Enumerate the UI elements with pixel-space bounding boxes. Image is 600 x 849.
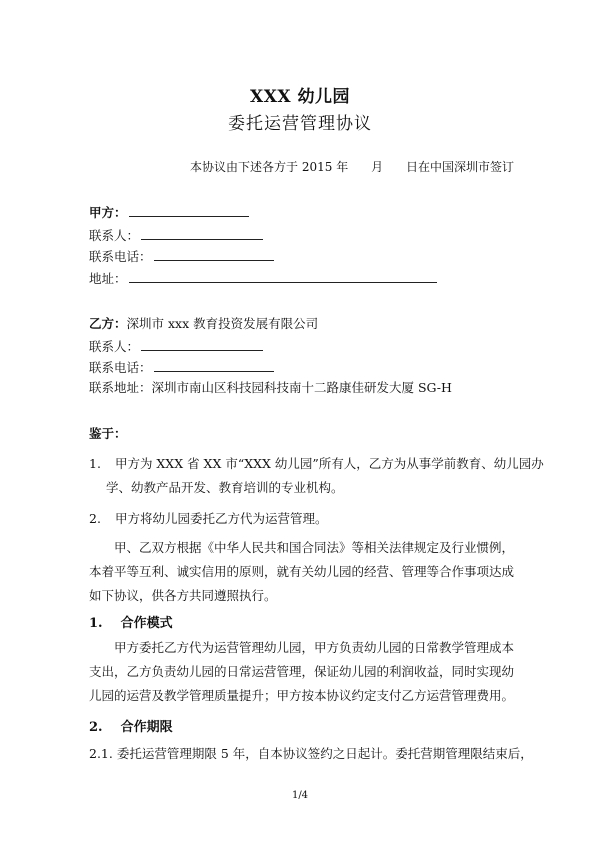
party-b-address-row bbox=[89, 380, 452, 396]
whereas-heading: 鉴于： bbox=[89, 426, 127, 441]
whereas-item-1-text-2: 学、幼教产品开发、教育培训的专业机构。 bbox=[106, 480, 344, 495]
section-1-paragraph: 甲方委托乙方代为运营管理幼儿园，甲方负责幼儿园的日常教学管理成本支出，乙方负责幼儿园的日常运营管理，保证幼儿园的利润收益，同时实现幼儿园的运营及教学管理质量提升；甲方按本协议约定支付乙方运营管理费用。 bbox=[89, 640, 515, 703]
section-1-heading bbox=[89, 612, 173, 631]
section-2-title: 合作期限 bbox=[120, 720, 173, 735]
party-a-label: 甲方： bbox=[89, 205, 127, 220]
party-a-contact-blank bbox=[141, 227, 263, 240]
party-b-name: 深圳市 xxx 教育投资发展有限公司 bbox=[126, 316, 319, 331]
whereas-item-2-text: 甲方将幼儿园委托乙方代为运营管理。 bbox=[114, 511, 328, 526]
party-a-blank bbox=[129, 204, 249, 217]
party-b-contact-row bbox=[89, 338, 263, 355]
party-b-contact-blank bbox=[141, 338, 263, 351]
whereas-item-2-num: 2. bbox=[89, 511, 101, 526]
section-1-num: 1. bbox=[89, 616, 103, 631]
section-1-title: 合作模式 bbox=[120, 616, 173, 631]
party-b-address: 深圳市南山区科技园科技南十二路康佳研发大厦 SG-H bbox=[151, 380, 452, 395]
signing-date-line: 本协议由下述各方于 2015 年 月 日在中国深圳市签订 bbox=[190, 160, 514, 174]
section-2-item-1-text: 委托运营管理期限 5 年，自本协议签约之日起计。委托营期管理限结束后， bbox=[116, 746, 533, 761]
whereas-item-1-line-1 bbox=[89, 456, 544, 472]
party-a-contact-label: 联系人： bbox=[89, 228, 140, 243]
whereas-item-2 bbox=[89, 511, 327, 527]
section-2-item-1 bbox=[89, 746, 533, 762]
party-b-row bbox=[89, 316, 318, 332]
party-a-address-blank bbox=[129, 270, 437, 283]
party-a-contact-row bbox=[89, 227, 263, 244]
party-b-label: 乙方： bbox=[89, 316, 127, 331]
party-b-phone-label: 联系电话： bbox=[89, 360, 152, 375]
document-subtitle: 委托运营管理协议 bbox=[228, 114, 372, 134]
party-a-address-row bbox=[89, 270, 437, 287]
party-a-phone-blank bbox=[154, 248, 274, 261]
party-b-contact-label: 联系人： bbox=[89, 339, 140, 354]
whereas-item-1-text-1: 甲方为 XXX 省 XX 市“XXX 幼儿园”所有人，乙方为从事学前教育、幼儿园办 bbox=[114, 456, 544, 471]
page-number: 1/4 bbox=[291, 790, 309, 801]
agreement-paragraph: 甲、乙双方根据《中华人民共和国合同法》等相关法律规定及行业惯例，本着平等互利、诚实信用的原则，就有关幼儿园的经营、管理等合作事项达成如下协议，供各方共同遵照执行。 bbox=[89, 540, 515, 603]
party-b-phone-blank bbox=[154, 359, 274, 372]
section-2-heading bbox=[89, 716, 173, 735]
section-2-item-1-num: 2.1. bbox=[89, 746, 113, 761]
document-title: XXX 幼儿园 bbox=[250, 87, 350, 107]
party-a-address-label: 地址： bbox=[89, 271, 127, 286]
party-a-row bbox=[89, 204, 249, 221]
party-b-phone-row bbox=[89, 359, 274, 376]
party-a-phone-label: 联系电话： bbox=[89, 249, 152, 264]
section-2-num: 2. bbox=[89, 720, 103, 735]
party-b-address-label: 联系地址： bbox=[89, 380, 152, 395]
whereas-item-1-num: 1. bbox=[89, 456, 101, 471]
party-a-phone-row bbox=[89, 248, 274, 265]
